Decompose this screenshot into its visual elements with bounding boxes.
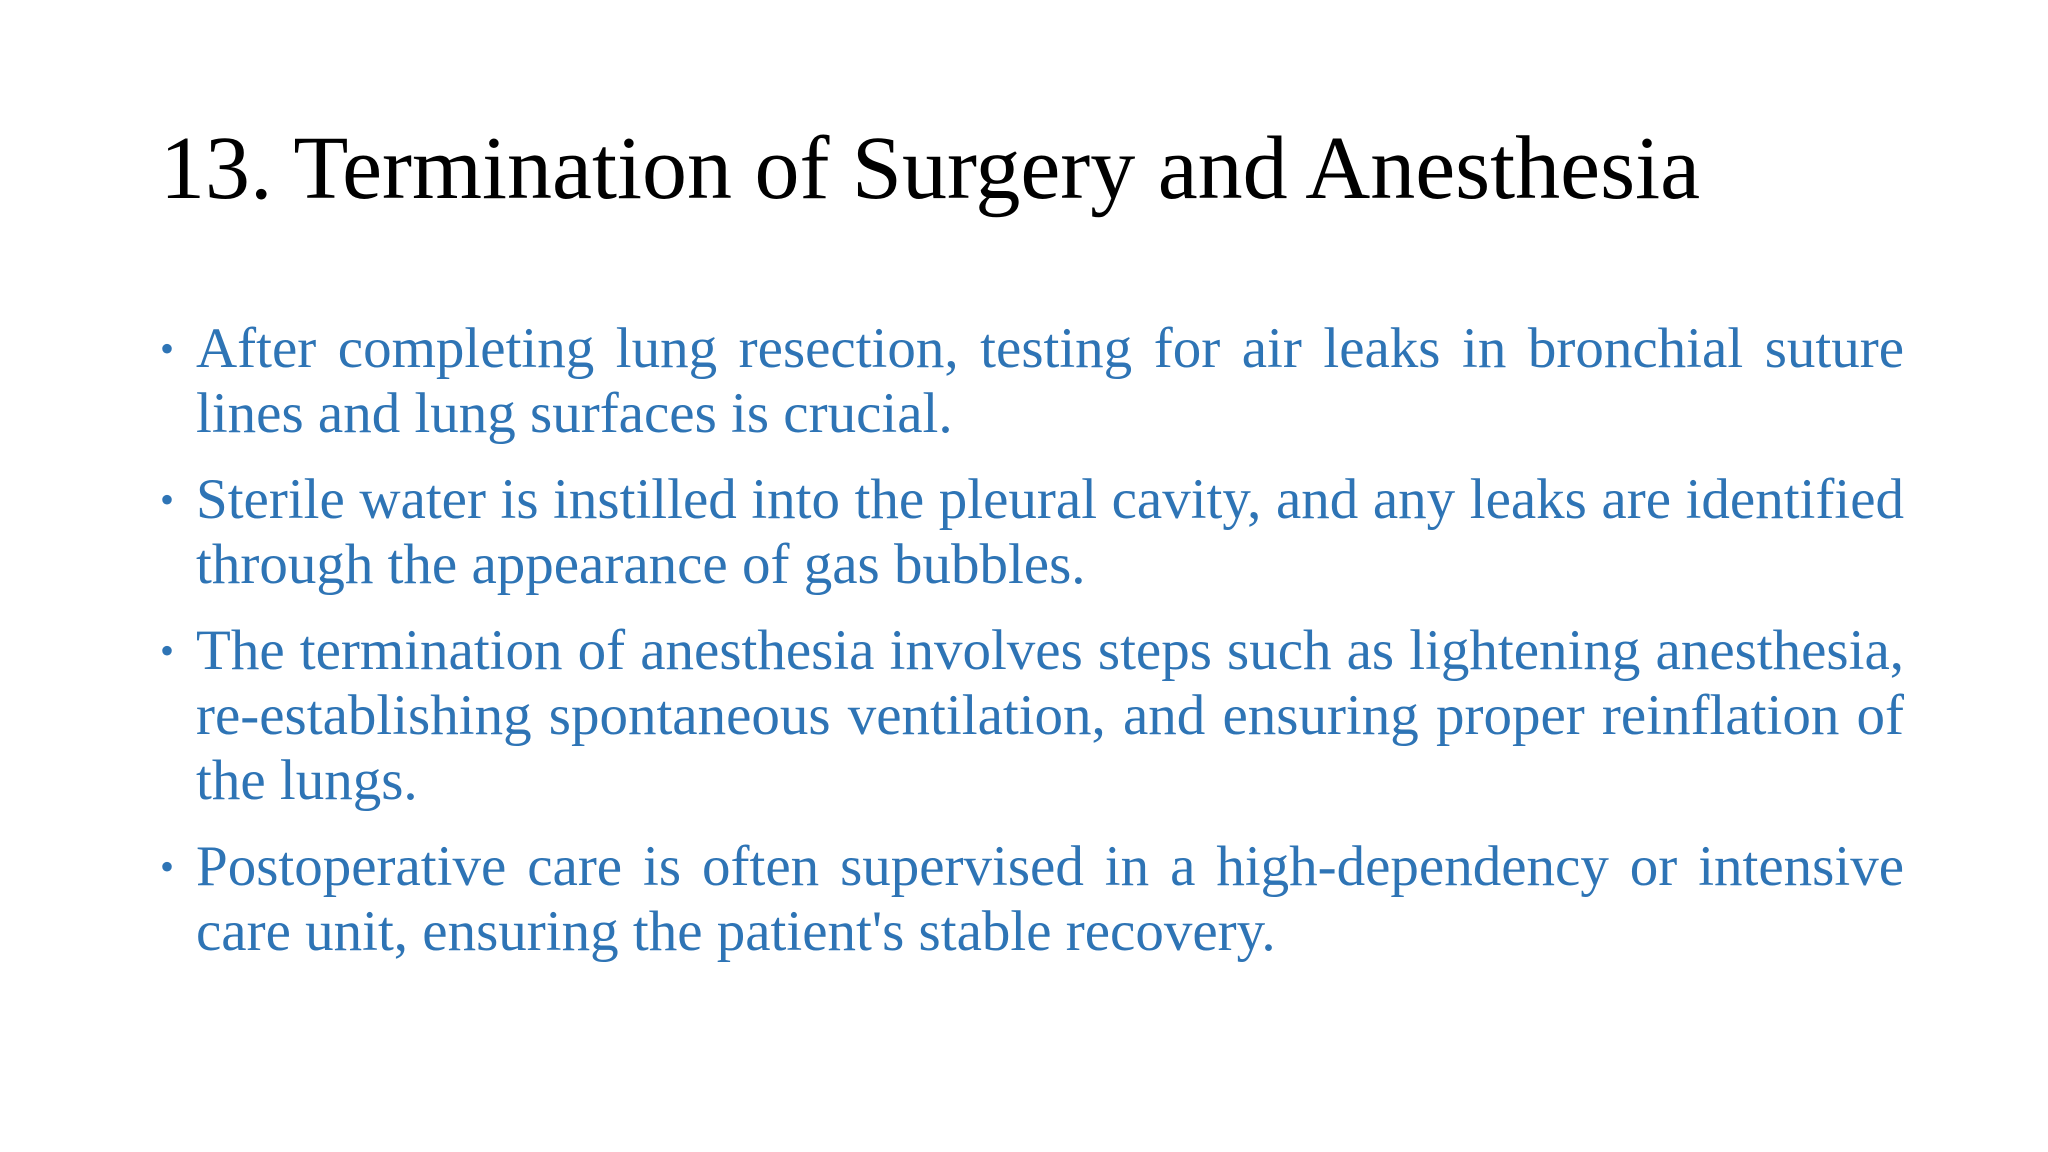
bullet-marker: •	[160, 844, 175, 889]
bullet-item	[160, 467, 1904, 597]
bullet-text: After completing lung resection, testing for air leaks in bronchial suture lines and lung surfaces is crucial.	[196, 317, 1904, 445]
bullet-marker: •	[160, 477, 175, 522]
bullet-item	[160, 618, 1904, 813]
bullet-marker: •	[160, 628, 175, 673]
bullet-text: The termination of anesthesia involves steps such as lightening anesthesia, re-establishing spontaneous ventilation, and ensuring proper reinflation of the lungs.	[196, 619, 1904, 812]
bullet-text: Sterile water is instilled into the pleural cavity, and any leaks are identified through the appearance of gas bubbles.	[196, 468, 1904, 596]
bullet-marker: •	[160, 326, 175, 371]
slide-title: 13. Termination of Surgery and Anesthesia	[160, 119, 1701, 218]
bullet-item	[160, 316, 1904, 446]
bullet-text: Postoperative care is often supervised in a high-dependency or intensive care unit, ensuring the patient's stable recovery.	[196, 835, 1904, 963]
bullet-list	[160, 316, 1904, 985]
bullet-item	[160, 834, 1904, 964]
